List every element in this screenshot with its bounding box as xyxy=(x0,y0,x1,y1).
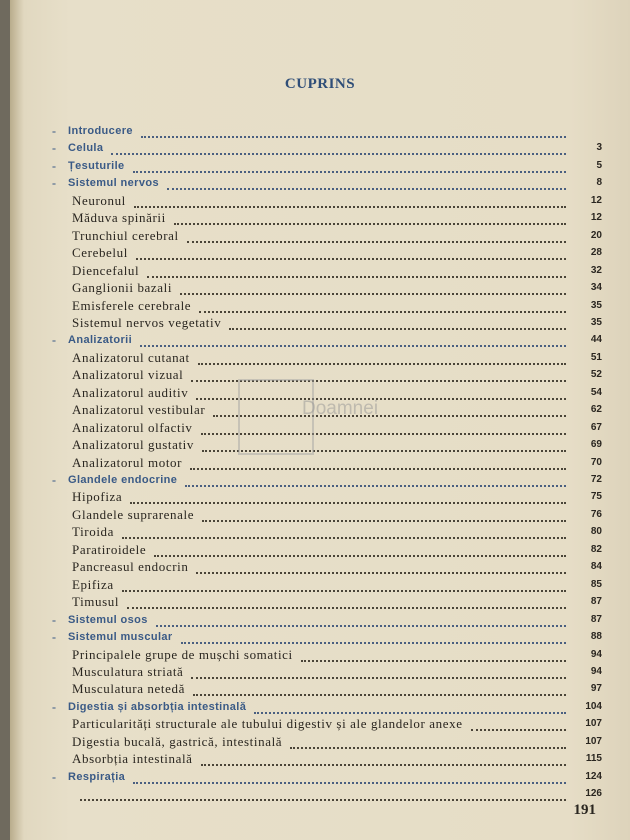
toc-label: Glandele suprarenale xyxy=(72,506,195,522)
toc-label: Principalele grupe de mușchi somatici xyxy=(72,646,293,662)
toc-subentry xyxy=(10,210,630,226)
toc-page-number: 70 xyxy=(590,456,602,468)
bullet-dash: - xyxy=(52,612,56,627)
toc-subentry xyxy=(10,350,630,366)
dot-leader xyxy=(167,186,566,190)
page-number: 191 xyxy=(573,802,596,818)
dot-leader xyxy=(199,309,566,313)
toc-page-number: 107 xyxy=(585,735,602,747)
bullet-dash: - xyxy=(52,124,56,138)
toc-page-number: 107 xyxy=(585,718,602,730)
toc-section-entry xyxy=(10,612,630,628)
toc-label: Sistemul muscular xyxy=(68,631,173,644)
toc-page-number: 34 xyxy=(590,282,602,294)
toc-page-number: 87 xyxy=(590,613,602,625)
toc-label: Introducere xyxy=(68,125,133,137)
dot-leader xyxy=(181,640,566,644)
toc-label: Ganglionii bazali xyxy=(72,280,173,296)
bullet-dash: - xyxy=(52,333,56,348)
toc-label: Analizatorul vestibular xyxy=(72,402,206,418)
watermark-text: Doamnei xyxy=(302,398,379,419)
toc-page-number: 87 xyxy=(590,596,602,608)
dot-leader xyxy=(133,169,566,173)
toc-page-number: 35 xyxy=(590,299,602,311)
dot-leader xyxy=(111,151,566,155)
toc-page-number: 3 xyxy=(596,142,602,154)
dot-leader xyxy=(122,535,566,539)
toc-page-number: 35 xyxy=(590,316,602,328)
toc-subentry xyxy=(10,524,630,540)
dot-leader xyxy=(191,675,566,679)
toc-label: Trunchiul cerebral xyxy=(72,227,179,243)
toc-page-number: 12 xyxy=(590,212,602,224)
toc-page-number: 94 xyxy=(590,665,602,677)
toc-page-number-only xyxy=(10,786,630,802)
toc-label: Sistemul osos xyxy=(68,613,148,626)
toc-subentry xyxy=(10,542,630,558)
dot-leader xyxy=(185,483,566,487)
dot-leader xyxy=(80,797,566,801)
toc-section-entry xyxy=(10,175,630,191)
dot-leader xyxy=(127,605,566,609)
table-of-contents xyxy=(10,0,630,840)
dot-leader xyxy=(201,762,566,766)
toc-subentry xyxy=(10,298,630,314)
toc-subentry xyxy=(10,280,630,296)
toc-subentry xyxy=(10,489,630,505)
toc-page-number: 104 xyxy=(585,700,602,712)
bullet-dash: - xyxy=(52,158,56,173)
toc-label: Particularități structurale ale tubului digestiv și ale glandelor anexe xyxy=(72,716,463,732)
toc-subentry xyxy=(10,559,630,575)
toc-subentry xyxy=(10,507,630,523)
toc-label: Hipofiza xyxy=(72,489,123,505)
toc-page-number: 5 xyxy=(596,159,602,171)
toc-subentry xyxy=(10,367,630,383)
toc-page-number: 94 xyxy=(590,648,602,660)
toc-label: Măduva spinării xyxy=(72,210,166,226)
toc-page-number: 75 xyxy=(590,491,602,503)
toc-subentry xyxy=(10,594,630,610)
dot-leader xyxy=(140,343,566,347)
toc-page-number: 76 xyxy=(590,508,602,520)
toc-label: Analizatorul vizual xyxy=(72,367,184,383)
toc-page-number: 80 xyxy=(590,526,602,538)
bullet-dash: - xyxy=(52,699,56,714)
toc-page-number: 52 xyxy=(590,369,602,381)
toc-page-number: 12 xyxy=(590,194,602,206)
toc-label: Neuronul xyxy=(72,192,126,208)
toc-label: Musculatura netedă xyxy=(72,681,185,697)
toc-label: Absorbția intestinală xyxy=(72,751,193,767)
toc-subentry xyxy=(10,577,630,593)
toc-subentry xyxy=(10,734,630,750)
toc-label: Analizatorul motor xyxy=(72,454,183,470)
dot-leader xyxy=(156,623,566,627)
toc-page-number: 32 xyxy=(590,264,602,276)
toc-subentry xyxy=(10,437,630,453)
toc-label: Tiroida xyxy=(72,524,115,540)
toc-label: Diencefalul xyxy=(72,262,140,278)
toc-label: Celula xyxy=(68,142,104,155)
page-title: CUPRINS xyxy=(284,76,356,92)
toc-subentry xyxy=(10,455,630,471)
bullet-dash: - xyxy=(52,769,56,784)
toc-label: Cerebelul xyxy=(72,245,128,261)
toc-subentry xyxy=(10,315,630,331)
dot-leader xyxy=(141,134,566,138)
toc-label: Pancreasul endocrin xyxy=(72,559,189,575)
toc-label: Respirația xyxy=(68,770,126,783)
bullet-dash: - xyxy=(52,473,56,487)
toc-page-number: 67 xyxy=(590,421,602,433)
toc-page-number: 69 xyxy=(590,439,602,451)
toc-subentry xyxy=(10,263,630,279)
toc-page-number: 85 xyxy=(590,578,602,590)
toc-section-entry xyxy=(10,629,630,645)
toc-label: Digestia bucală, gastrică, intestinală xyxy=(72,733,283,749)
toc-page-number: 28 xyxy=(590,247,602,259)
toc-page-number: 126 xyxy=(585,788,602,800)
toc-section-entry xyxy=(10,699,630,715)
dot-leader xyxy=(180,291,566,295)
toc-label: Sistemul nervos xyxy=(68,177,159,190)
toc-page-number: 84 xyxy=(590,561,602,573)
toc-label: Analizatorul gustativ xyxy=(72,437,194,453)
dot-leader xyxy=(202,518,566,522)
toc-subentry xyxy=(10,681,630,697)
toc-label: Analizatorul cutanat xyxy=(72,349,190,365)
toc-subentry xyxy=(10,228,630,244)
toc-subentry xyxy=(10,664,630,680)
toc-page-number: 115 xyxy=(585,753,602,765)
toc-page-number: 51 xyxy=(590,351,602,363)
bullet-dash: - xyxy=(52,630,56,645)
dot-leader xyxy=(187,239,566,243)
dot-leader xyxy=(190,466,566,470)
toc-label: Epifiza xyxy=(72,576,114,592)
toc-page-number: 97 xyxy=(590,683,602,695)
toc-section-entry xyxy=(10,140,630,156)
dot-leader xyxy=(174,221,566,225)
dot-leader xyxy=(254,710,566,714)
toc-label: Țesuturile xyxy=(68,159,125,172)
dot-leader xyxy=(130,500,566,504)
toc-page-number: 8 xyxy=(596,177,602,189)
dot-leader xyxy=(136,256,566,260)
toc-page-number: 20 xyxy=(590,229,602,241)
dot-leader xyxy=(122,588,566,592)
dot-leader xyxy=(147,274,566,278)
toc-page-number: 62 xyxy=(590,404,602,416)
toc-section-entry xyxy=(10,158,630,174)
toc-subentry xyxy=(10,245,630,261)
toc-subentry xyxy=(10,193,630,209)
dot-leader xyxy=(196,570,566,574)
dot-leader xyxy=(301,658,566,662)
toc-section-entry xyxy=(10,332,630,348)
toc-label: Timusul xyxy=(72,594,120,610)
toc-label: Analizatorul olfactiv xyxy=(72,419,193,435)
toc-subentry xyxy=(10,716,630,732)
bullet-dash: - xyxy=(52,141,56,156)
toc-label: Analizatorul auditiv xyxy=(72,384,189,400)
toc-label: Glandele endocrine xyxy=(68,474,178,486)
toc-label: Emisferele cerebrale xyxy=(72,297,192,313)
dot-leader xyxy=(229,326,566,330)
toc-label: Musculatura striată xyxy=(72,663,184,679)
toc-page-number: 88 xyxy=(590,631,602,643)
toc-section-entry xyxy=(10,123,630,139)
toc-page-number: 124 xyxy=(585,770,602,782)
dot-leader xyxy=(198,361,566,365)
toc-subentry xyxy=(10,420,630,436)
dot-leader xyxy=(290,745,566,749)
dot-leader xyxy=(154,553,566,557)
toc-page-number: 82 xyxy=(590,543,602,555)
toc-label: Digestia și absorbția intestinală xyxy=(68,700,247,713)
bullet-dash: - xyxy=(52,176,56,191)
toc-subentry xyxy=(10,751,630,767)
toc-label: Sistemul nervos vegetativ xyxy=(72,314,222,330)
toc-page-number: 72 xyxy=(590,474,602,485)
toc-section-entry xyxy=(10,472,630,488)
dot-leader xyxy=(193,692,566,696)
toc-page-number: 44 xyxy=(590,334,602,346)
dot-leader xyxy=(134,204,566,208)
book-page xyxy=(10,0,630,840)
toc-page-number: 54 xyxy=(590,386,602,398)
toc-label: Analizatorii xyxy=(68,334,133,347)
dot-leader xyxy=(133,780,566,784)
toc-subentry xyxy=(10,647,630,663)
dot-leader xyxy=(471,727,566,731)
toc-section-entry xyxy=(10,769,630,785)
toc-label: Paratiroidele xyxy=(72,541,147,557)
